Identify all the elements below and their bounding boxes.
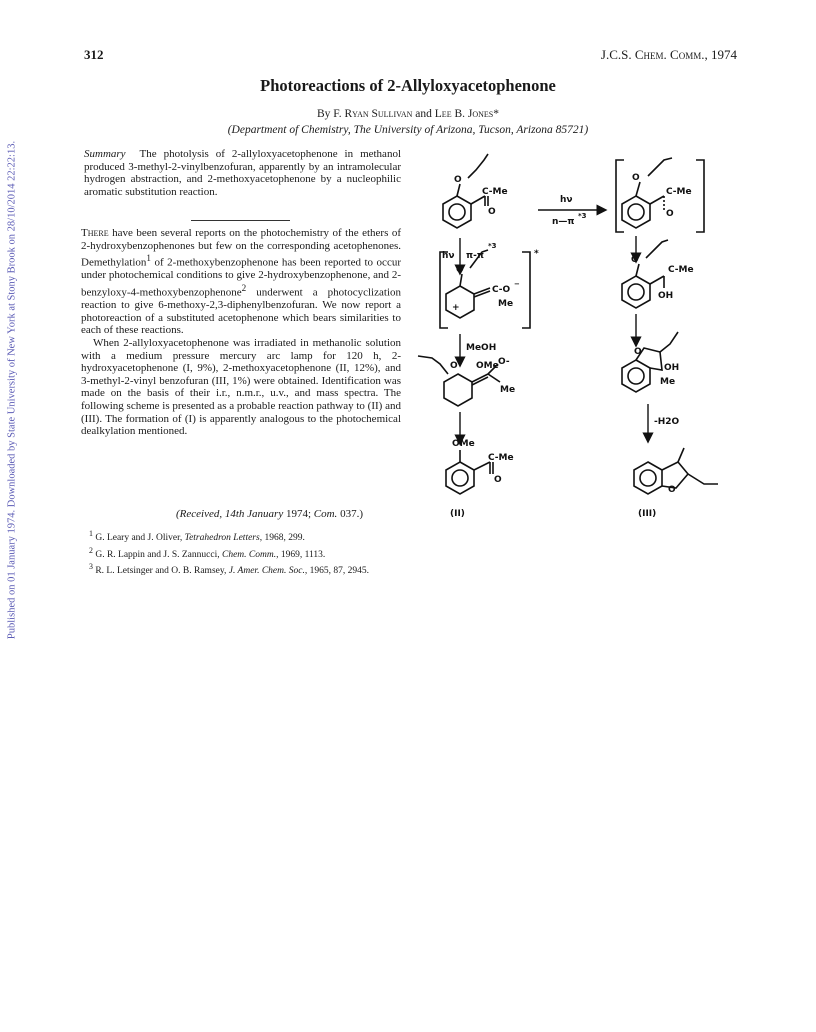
paragraph-2: When 2-allyloxyacetophenone was irradiated in methanolic solution with a medium pressure mercury arc lamp for 120 h, 2-hydroxyacetophenone (I, 9%), 2-methoxyacetophenone (II, 12%), and 3-methyl-2-vinyl benzofuran (III, 1%) were obtained. Identification was made on the basis of their i.r., n.m.r., u.v., and mass spectra. The following scheme is presented as a probable reaction pathway to (II) and (III). The formation of (I) is apparently analogous to the photochemical dealkylation mentioned. bbox=[81, 337, 401, 438]
received-day: 14th bbox=[224, 508, 245, 520]
reference-details: , 1969, 1113. bbox=[276, 549, 326, 560]
affiliation-text: (Department of Chemistry, The University of Arizona, Tucson, Arizona 85721) bbox=[227, 124, 589, 136]
references bbox=[89, 528, 369, 578]
label-oh-1: OH bbox=[658, 291, 674, 301]
label-ome-1: OMe bbox=[476, 361, 499, 371]
label-o-4: O bbox=[634, 347, 642, 357]
p1-part-c: underwent a photocyclization reaction to give 6-methoxy-2,3-diphenylbenzofuran. We now report a photoreaction of a substituted acetophenone which bears similarities to each of these reactions. bbox=[81, 286, 401, 337]
received-year: 1974; bbox=[283, 508, 314, 520]
label-o-carbonyl-1: O bbox=[488, 207, 496, 217]
label-oh-2: OH bbox=[664, 363, 680, 373]
reference-journal: Chem. Comm. bbox=[221, 549, 277, 560]
journal-year: , 1974 bbox=[704, 47, 737, 62]
reference-details: , 1965, 87, 2945. bbox=[304, 566, 369, 577]
label-plus: + bbox=[452, 303, 460, 313]
label-o-minus: O- bbox=[498, 357, 510, 367]
p1-part-b: of 2-methoxybenzophenone has been reported to occur under photochemical conditions to give 2-hydroxybenzophenone, and 2-benzyloxy-4-methoxybenzophenone bbox=[81, 256, 401, 299]
author-line bbox=[0, 108, 816, 120]
reference-3 bbox=[89, 561, 369, 578]
label-star3-2: *3 bbox=[488, 242, 497, 250]
label-o-3: O bbox=[631, 255, 639, 265]
corresponding-star: * bbox=[493, 108, 499, 120]
ref-mark-2: 2 bbox=[241, 283, 247, 294]
by-word: By bbox=[316, 108, 334, 120]
label-me-2: Me bbox=[498, 299, 514, 309]
label-o-radical: O bbox=[666, 209, 674, 219]
structure-methoxyacetophenone-II bbox=[446, 450, 493, 494]
download-watermark bbox=[2, 130, 22, 650]
lead-word: There bbox=[81, 227, 109, 239]
journal-header bbox=[601, 47, 737, 63]
label-compound-III: (III) bbox=[638, 509, 657, 519]
affiliation bbox=[0, 124, 816, 136]
reference-number: 1 bbox=[89, 529, 93, 538]
reaction-scheme bbox=[410, 148, 730, 526]
ref-mark-1: 1 bbox=[146, 253, 151, 264]
reference-details: , 1968, 299. bbox=[259, 533, 305, 544]
label-o-6: O bbox=[456, 265, 464, 275]
reference-journal: Tetrahedron Letters bbox=[184, 533, 260, 544]
label-o-2: O bbox=[632, 173, 640, 183]
label-star: * bbox=[534, 249, 539, 259]
reference-authors: R. L. Letsinger and O. B. Ramsey, bbox=[92, 566, 229, 577]
label-c-me-3: C-Me bbox=[668, 265, 694, 275]
summary bbox=[84, 148, 401, 198]
label-me-3: Me bbox=[500, 385, 516, 395]
label-me-1: Me bbox=[660, 377, 676, 387]
label-c-me-4: C-Me bbox=[488, 453, 514, 463]
label-o-1: O bbox=[454, 175, 462, 185]
reference-authors: G. Leary and J. Oliver, bbox=[92, 533, 185, 544]
reference-authors: G. R. Lappin and J. S. Zannucci, bbox=[92, 549, 222, 560]
received-month: January bbox=[244, 508, 284, 520]
label-c-me-2: C-Me bbox=[666, 187, 692, 197]
paragraph-1 bbox=[81, 227, 401, 337]
structure-benzofuran-III bbox=[634, 448, 718, 494]
p1-part-a: have been several reports on the photochemistry of the ethers of 2-hydroxybenzophenones but few on the corresponding acetophenones. Demethylation bbox=[81, 227, 401, 269]
label-c-o: C-O bbox=[492, 285, 511, 295]
received-line bbox=[176, 508, 363, 520]
reference-2 bbox=[89, 545, 369, 562]
label-o-7: O bbox=[450, 361, 458, 371]
journal-name: Chem. Comm. bbox=[634, 47, 705, 62]
label-n-pi: n—π bbox=[552, 217, 575, 227]
section-divider bbox=[191, 220, 290, 221]
reference-1 bbox=[89, 528, 369, 545]
label-hv-1: hν bbox=[560, 195, 573, 205]
author-1: F. Ryan Sullivan bbox=[333, 108, 413, 120]
author-2: Lee B. Jones bbox=[434, 108, 494, 120]
label-pi-pi: π-π bbox=[466, 251, 484, 261]
label-ome-2: OMe bbox=[452, 439, 475, 449]
received-open: (Received, bbox=[176, 508, 225, 520]
label-compound-II: (II) bbox=[450, 509, 465, 519]
reference-number: 2 bbox=[89, 545, 93, 555]
reference-number: 3 bbox=[89, 562, 93, 572]
summary-text: The photolysis of 2-allyloxyacetophenone in methanol produced 3-methyl-2-vinylbenzofuran, apparently by an intramolecular hydrogen abstraction, and 2-methoxyacetophenone by a nucleophilic aromatic substitution reaction. bbox=[84, 148, 401, 198]
and-word: and bbox=[412, 108, 435, 120]
label-o-carbonyl-2: O bbox=[494, 475, 502, 485]
summary-label: Summary bbox=[84, 148, 126, 160]
page-number: 312 bbox=[84, 47, 104, 62]
label-h2o: -H2O bbox=[654, 417, 680, 427]
reference-journal: J. Amer. Chem. Soc. bbox=[228, 566, 305, 577]
received-num: 037.) bbox=[337, 508, 363, 520]
received-com: Com. bbox=[313, 508, 338, 520]
label-hv-2: hν bbox=[442, 251, 455, 261]
journal-prefix: J.C.S. bbox=[600, 47, 635, 62]
label-star3-1: *3 bbox=[578, 212, 587, 220]
article-title: Photoreactions of 2-Allyloxyacetophenone bbox=[260, 76, 556, 95]
label-c-me-1: C-Me bbox=[482, 187, 508, 197]
download-watermark-text: Published on 01 January 1974. Downloaded by State University of New York at Stony Brook on 28/10/2014 22:22:13. bbox=[6, 140, 18, 640]
label-minus: − bbox=[514, 280, 520, 288]
body-text bbox=[81, 227, 401, 438]
label-meoh: MeOH bbox=[466, 343, 497, 353]
label-o-5: O bbox=[668, 485, 676, 495]
structure-excited-intermediate bbox=[440, 250, 530, 328]
